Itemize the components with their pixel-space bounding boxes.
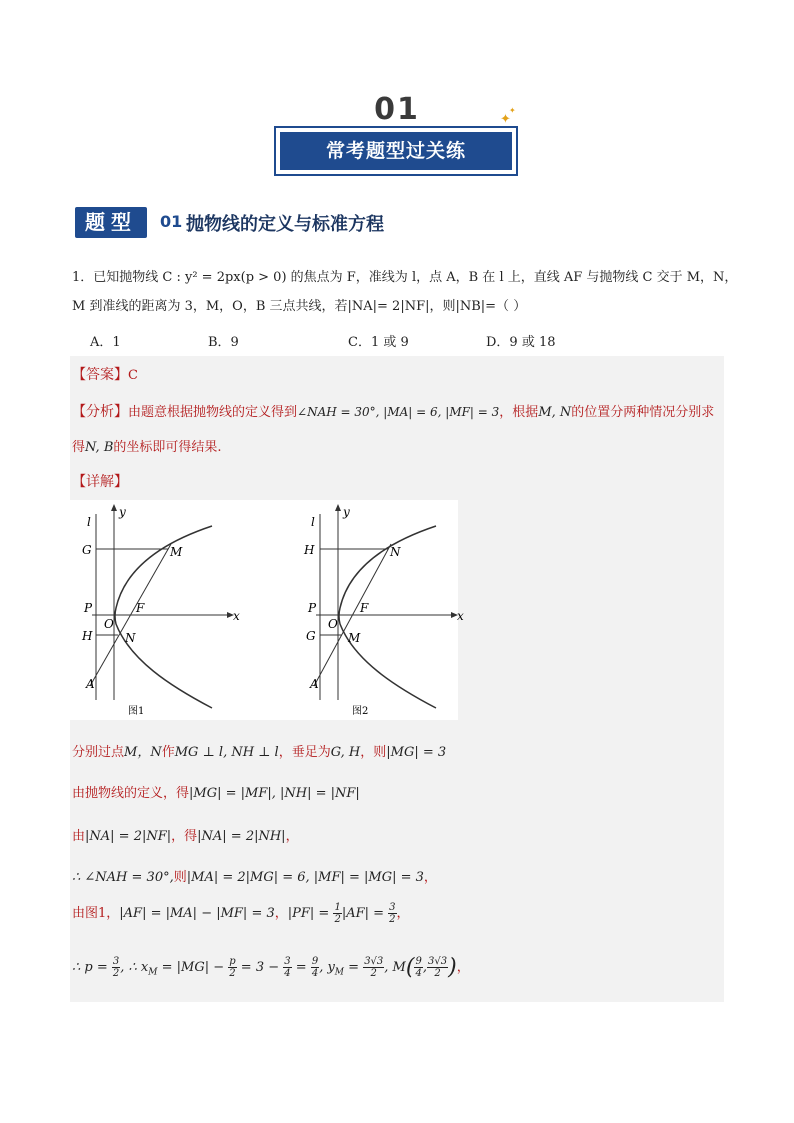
step-text: 由	[72, 829, 86, 844]
fraction	[311, 956, 319, 979]
step-text: ，	[285, 829, 299, 844]
topic-tag: 题型	[75, 207, 147, 238]
detail-label	[72, 471, 128, 491]
fraction	[283, 956, 291, 979]
step-text: ，得	[171, 829, 198, 844]
label-a: A	[310, 677, 319, 691]
figure-1	[81, 504, 240, 717]
step-text: ，	[396, 906, 410, 921]
fraction	[112, 956, 120, 979]
banner-title: 常考题型过关练	[280, 132, 512, 170]
analysis-math: ∠NAH = 30°, |MA| = 6, |MF| = 3	[297, 405, 500, 419]
step-math: M，N	[124, 745, 162, 760]
analysis-text: 的位置分两种情况分别求	[571, 405, 715, 420]
label-o: O	[328, 617, 338, 631]
label-a: A	[86, 677, 95, 691]
step-math: ∴ p =	[72, 960, 112, 975]
frac-bottom: 4	[284, 968, 291, 979]
step-text: ，	[423, 870, 437, 885]
section-banner	[272, 126, 520, 176]
frac-top: 9	[415, 956, 422, 967]
answer-line	[72, 364, 138, 384]
label-n: N	[390, 545, 401, 559]
step-6: ∴ p = $\frac{3}{2}$ , ∴ $x_M = |MG|$ − $\frac{p}{2}$ = 3 − $\frac{3}{4}$ = $\frac{9}{4}$ , $y_M$ = $\frac{3√3}{2}$ , M( $\frac{9}{4}$ , $\frac{3√3}{2}$ )，	[72, 955, 470, 980]
label-h: H	[82, 629, 93, 643]
step-math: =	[344, 960, 364, 975]
step-math: , y	[319, 960, 335, 975]
label-y: y	[343, 505, 350, 519]
analysis-math: M, N	[538, 405, 572, 420]
step-text: 由图1，	[72, 906, 120, 921]
subscript: M	[148, 967, 158, 978]
answer-label: 【答案】	[72, 367, 128, 383]
choice-c: C．1 或 9	[348, 335, 409, 350]
step-2	[72, 782, 360, 801]
frac-top: 9	[311, 956, 319, 967]
step-math: , ∴ x	[120, 960, 149, 975]
step-3	[72, 825, 299, 844]
analysis-text: ，根据	[499, 405, 539, 420]
parabola-curve	[339, 526, 436, 708]
step-text: ，则	[360, 745, 387, 760]
fraction	[363, 956, 384, 979]
fraction	[388, 902, 396, 925]
frac-top: 3	[284, 956, 291, 967]
frac-top: 1	[334, 902, 341, 913]
step-math: ∴ ∠NAH = 30°,	[72, 870, 174, 885]
analysis-label: 【分析】	[72, 404, 128, 420]
step-4	[72, 866, 437, 885]
frac-bottom: 2	[229, 968, 236, 979]
fraction	[414, 956, 422, 979]
fraction	[228, 956, 236, 979]
step-text: ，垂足为	[278, 745, 331, 760]
step-math: =	[291, 960, 311, 975]
step-text: 分别过点	[72, 745, 125, 760]
frac-top: p	[229, 956, 236, 967]
step-math: G, H	[330, 745, 361, 760]
frac-bottom: 4	[311, 968, 319, 979]
label-m: M	[348, 631, 361, 645]
label-g: G	[82, 543, 92, 557]
topic-title: 抛物线的定义与标准方程	[186, 214, 384, 235]
label-o: O	[104, 617, 114, 631]
answer-value: C	[128, 368, 138, 383]
choice-b: B．9	[208, 335, 239, 350]
parabola-figures	[70, 500, 464, 720]
frac-bottom: 2	[370, 968, 377, 979]
step-math: = |MG| −	[157, 960, 229, 975]
step-math: |MG| = 3	[386, 745, 447, 760]
step-1	[72, 741, 446, 760]
fraction	[333, 902, 341, 925]
frac-top: 3	[112, 956, 120, 967]
step-math: |PF| =	[287, 906, 334, 921]
analysis-line-1	[72, 401, 714, 421]
step-math: |AF| = |MA| − |MF| = 3	[119, 906, 275, 921]
step-math: |MA| = 2|MG| = 6, |MF| = |MG| = 3	[186, 870, 424, 885]
topic-number: 01	[160, 212, 183, 231]
choice-a: A．1	[90, 335, 121, 350]
step-text: 作	[161, 745, 175, 760]
step-text: ，	[456, 960, 470, 975]
label-x: x	[457, 609, 464, 623]
analysis-line-2	[72, 436, 222, 455]
label-f: F	[136, 601, 145, 615]
fraction	[427, 956, 448, 979]
frac-bottom: 2	[434, 968, 441, 979]
label-f: F	[360, 601, 369, 615]
figure-2-caption: 图2	[352, 706, 369, 717]
label-g: G	[306, 629, 316, 643]
figure-1-caption: 图1	[128, 706, 145, 717]
frac-bottom: 4	[415, 968, 422, 979]
label-n: N	[125, 631, 136, 645]
frac-bottom: 2	[112, 968, 120, 979]
figures-panel	[70, 500, 464, 720]
analysis-math: N, B	[85, 440, 114, 455]
frac-bottom: 2	[389, 914, 396, 925]
label-x: x	[233, 609, 240, 623]
label-h: H	[304, 543, 315, 557]
label-p: P	[84, 601, 93, 615]
question-line-1: 1．已知抛物线 C : y² = 2px(p > 0) 的焦点为 F，准线为 l，点 A，B 在 l 上，直线 AF 与抛物线 C 交于 M，N，	[72, 270, 738, 285]
choice-d: D．9 或 18	[486, 335, 556, 350]
subscript: M	[334, 967, 345, 978]
label-m: M	[170, 545, 183, 559]
label-y: y	[119, 505, 126, 519]
question-line-2: M 到准线的距离为 3，M，O，B 三点共线，若|NA|= 2|NF|，则|NB|=（ ）	[72, 299, 527, 314]
step-text: 由抛物线的定义，得	[72, 786, 190, 801]
sparkle-small-icon: ✦	[509, 106, 516, 115]
label-l: l	[87, 515, 91, 529]
frac-top: 3	[389, 902, 396, 913]
y-axis-arrow-icon	[111, 504, 117, 511]
step-math: MG ⊥ l, NH ⊥ l	[174, 745, 279, 760]
label-p: P	[308, 601, 317, 615]
detail-label-text: 【详解】	[72, 474, 128, 490]
step-math: |AF| =	[341, 906, 389, 921]
analysis-text: 的坐标即可得结果.	[113, 440, 222, 455]
y-axis-arrow-icon	[335, 504, 341, 511]
figure-2	[303, 504, 464, 717]
step-text: 则	[173, 870, 187, 885]
step-math: |NA| = 2|NH|	[197, 829, 286, 844]
analysis-text: 由题意根据抛物线的定义得到	[128, 405, 298, 420]
frac-top: 3√3	[364, 956, 384, 967]
step-math: = 3 −	[236, 960, 284, 975]
analysis-text: 得	[72, 440, 86, 455]
section-number: 01	[374, 92, 420, 127]
sparkle-icon: ✦	[500, 112, 511, 127]
step-5	[72, 902, 410, 925]
step-math: |MG| = |MF|, |NH| = |NF|	[189, 786, 360, 801]
frac-bottom: 2	[334, 914, 341, 925]
step-math: |NA| = 2|NF|	[85, 829, 172, 844]
label-l: l	[311, 515, 315, 529]
step-math: , M	[384, 960, 406, 975]
step-text: ，	[274, 906, 288, 921]
frac-top: 3√3	[427, 956, 448, 967]
